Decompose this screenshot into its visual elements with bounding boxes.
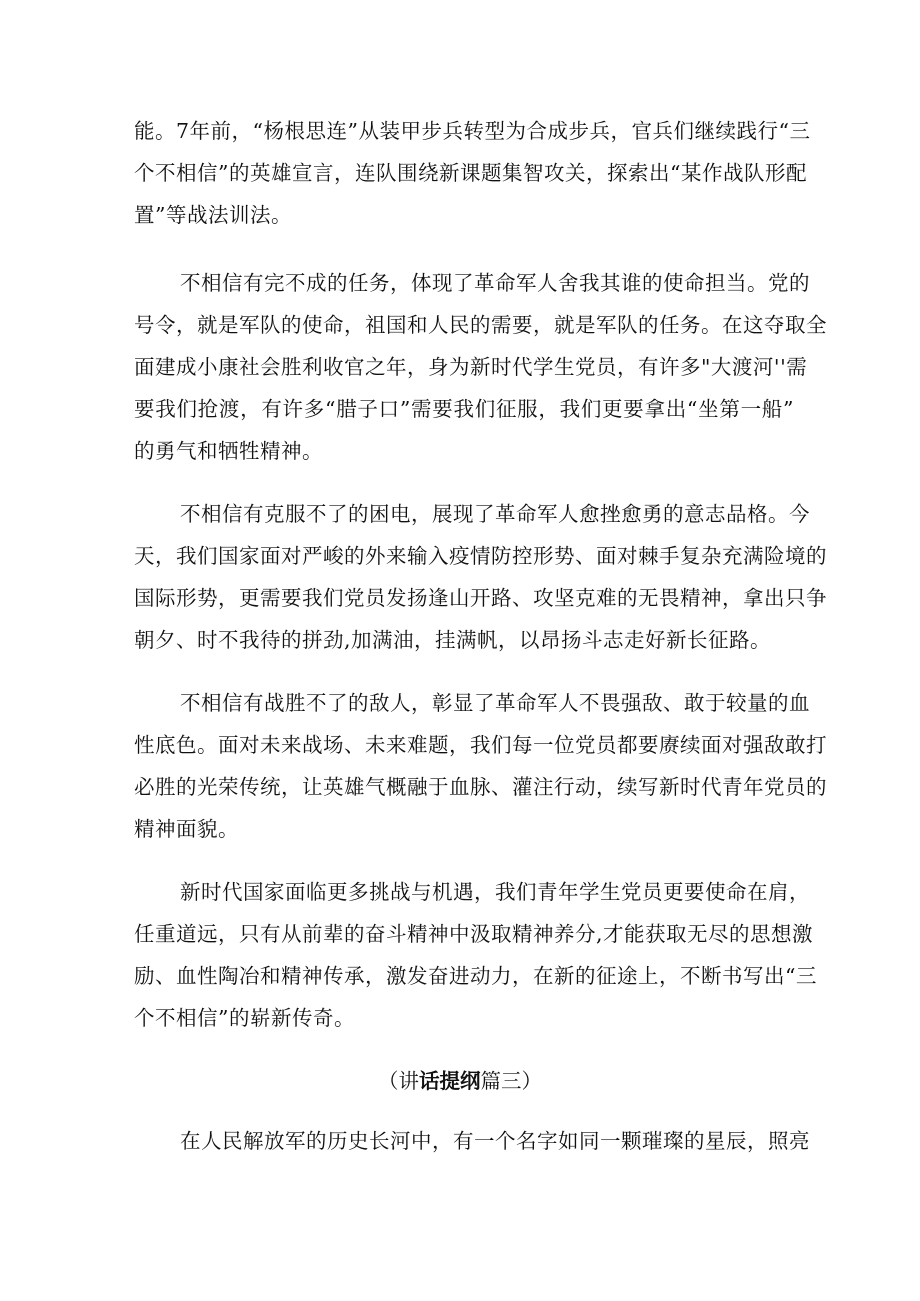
paragraph-4-line-3: 必胜的光荣传统，让英雄气概融于血脉、灌注行动，续写新时代青年党员的	[134, 775, 827, 799]
paragraph-5-line-3: 励、血性陶冶和精神传承，激发奋进动力，在新的征途上，不断书写出“三	[134, 964, 817, 988]
paragraph-5-line-2: 任重道远，只有从前辈的奋斗精神中汲取精神养分,才能获取无尽的思想激	[134, 922, 814, 946]
paragraph-3-line-4: 朝夕、时不我待的拼劲,加满油，挂满帆，以昂扬斗志走好新长征路。	[134, 628, 772, 652]
section-heading-close: 篇三）	[480, 1069, 542, 1093]
paragraph-2-line-1: 不相信有完不成的任务，体现了革命军人舍我其谁的使命担当。党的	[180, 271, 810, 295]
paragraph-5-line-1: 新时代国家面临更多挑战与机遇，我们青年学生党员更要使命在肩，	[180, 880, 810, 904]
paragraph-2-line-5: 的勇气和牺牲精神。	[134, 439, 323, 463]
paragraph-3-line-3: 国际形势，更需要我们党员发扬逢山开路、攻坚克难的无畏精神，拿出只争	[134, 586, 827, 610]
paragraph-5-line-4: 个不相信”的崭新传奇。	[134, 1006, 355, 1030]
paragraph-2-line-4: 要我们抢渡，有许多“腊子口”需要我们征服，我们更要拿出“坐第一船”	[134, 397, 794, 421]
paragraph-2-line-3: 面建成小康社会胜利收官之年，身为新时代学生党员，有许多"大渡河''需	[134, 355, 808, 379]
section-heading	[0, 1064, 920, 1098]
paragraph-1-line-1: 能。7年前，“杨根思连”从装甲步兵转型为合成步兵，官兵们继续践行“三	[134, 119, 811, 143]
paragraph-3-line-1: 不相信有克服不了的困电，展现了革命军人愈挫愈勇的意志品格。今	[180, 502, 810, 526]
paragraph-4-line-2: 性底色。面对未来战场、未来难题，我们每一位党员都要赓续面对强敌敢打	[134, 733, 827, 757]
paragraph-6-line-1: 在人民解放军的历史长河中，有一个名字如同一颗璀璨的星辰，照亮	[180, 1129, 810, 1153]
paragraph-2-line-2: 号令，就是军队的使命，祖国和人民的需要，就是军队的任务。在这夺取全	[134, 313, 827, 337]
paragraph-3-line-2: 天，我们国家面对严峻的外来输入疫情防控形势、面对棘手复杂充满险境的	[134, 544, 827, 568]
section-heading-open: （讲	[378, 1069, 419, 1093]
paragraph-4-line-4: 精神面貌。	[134, 817, 239, 841]
paragraph-1-line-3: 置”等战法训法。	[134, 203, 292, 227]
paragraph-1-line-2: 个不相信”的英雄宣言，连队围绕新课题集智攻关，探索出“某作战队形配	[134, 161, 807, 185]
section-heading-bold: 话提纲	[419, 1069, 481, 1093]
paragraph-4-line-1: 不相信有战胜不了的敌人，彰显了革命军人不畏强敌、敢于较量的血	[180, 691, 810, 715]
